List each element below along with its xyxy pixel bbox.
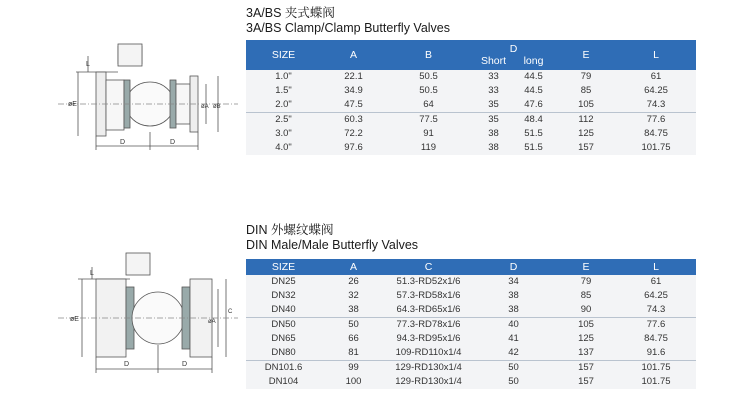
table-row [246,332,696,346]
cell-c: 77.3-RD78x1/6 [386,318,471,333]
cell-c: 109-RD110x1/4 [395,347,462,358]
cell-e: 79 [580,276,592,287]
label-l: L [86,61,90,68]
cell-size: DN65 [271,333,296,344]
cell-d: 50 [471,361,556,376]
cell-size: 2.0" [275,99,292,110]
cell-a: 47.5 [344,99,363,110]
table-row [246,127,696,141]
section1-title-cn: 3A/BS 夹式蝶阀 [246,6,335,20]
label-b: øB [213,104,221,110]
cell-d: 34 [508,276,519,287]
col-a: A [321,40,386,70]
cell-a: 34.9 [344,85,363,96]
cell-a: 100 [345,376,362,387]
cell-e: 112 [556,113,616,128]
cell-d: 40 [471,318,556,333]
section1-title-en: 3A/BS Clamp/Clamp Butterfly Valves [246,21,451,35]
male-valve-table [246,259,696,389]
cell-e: 137 [578,347,594,358]
cell-size: DN80 [271,347,296,358]
table-header-row [246,259,696,275]
cell-e: 157 [556,361,616,376]
cell-l: 101.75 [641,142,671,153]
label-e: øE [68,101,77,108]
cell-a: 72.2 [344,128,363,139]
table-row [246,375,696,389]
label-d-right: D [170,139,176,146]
cell-l: 101.75 [616,361,696,376]
table-row [246,289,696,303]
cell-a: 50 [321,318,386,333]
cell-d: 41 [508,333,519,344]
cell-l: 84.75 [644,333,668,344]
cell-l: 77.6 [616,318,696,333]
clamp-valve-diagram [58,36,238,156]
cell-l: 61 [650,71,662,82]
cell-d-short: 33 [488,71,499,82]
cell-d-long: 47.6 [524,99,543,110]
cell-size: DN50 [246,318,321,333]
cell-c: 64.3-RD65x1/6 [396,304,461,315]
cell-d-long: 51.5 [524,128,543,139]
cell-l: 91.6 [646,347,666,358]
cell-a: 60.3 [321,113,386,128]
table-row [246,98,696,113]
cell-d-short: 33 [488,85,499,96]
label-c: C [228,309,233,315]
cell-l: 74.3 [646,99,666,110]
cell-e: 85 [580,290,592,301]
cell-b: 77.5 [386,113,471,128]
label-d-right: D [182,361,188,368]
cell-b: 50.5 [419,85,438,96]
cell-c: 129-RD130x1/4 [386,361,471,376]
cell-c: 57.3-RD58x1/6 [396,290,461,301]
cell-b: 64 [423,99,434,110]
cell-size: 4.0" [275,142,292,153]
cell-d-short: 35 [488,114,499,125]
col-c: C [386,259,471,275]
cell-a: 97.6 [344,142,363,153]
table-row [246,70,696,84]
cell-l: 61 [650,276,662,287]
label-l: L [90,270,94,277]
col-size: SIZE [246,259,321,275]
cell-d: 50 [508,376,519,387]
col-d-long: long [523,55,544,67]
cell-l: 64.25 [644,290,668,301]
col-e: E [556,40,616,70]
table-row [246,141,696,155]
cell-e: 105 [556,318,616,333]
cell-size: DN40 [271,304,296,315]
male-valve-drawing [58,245,238,380]
cell-d-long: 48.4 [524,114,543,125]
cell-d [471,127,556,141]
label-e: øE [70,316,79,323]
col-size: SIZE [246,40,321,70]
cell-d: 38 [508,304,519,315]
cell-size: DN25 [271,276,296,287]
table-row [246,303,696,318]
cell-a: 38 [348,304,359,315]
cell-a: 81 [348,347,359,358]
cell-size: 1.0" [275,71,292,82]
cell-d: 38 [508,290,519,301]
cell-d [471,70,556,84]
table-row [246,361,696,376]
cell-a: 99 [321,361,386,376]
cell-e: 105 [578,99,594,110]
cell-d [471,98,556,113]
cell-d [471,84,556,98]
section1-title [246,6,450,36]
cell-a: 26 [348,276,359,287]
section2-title-cn: DIN 外螺纹蝶阀 [246,223,334,237]
cell-l: 64.25 [644,85,668,96]
col-b: B [386,40,471,70]
col-d-label: D [509,43,518,55]
cell-l: 101.75 [641,376,671,387]
cell-d-long: 44.5 [524,85,543,96]
cell-a: 66 [348,333,359,344]
cell-size: DN101.6 [246,361,321,376]
col-e: E [556,259,616,275]
cell-size: DN32 [271,290,296,301]
male-valve-diagram [58,245,238,380]
cell-size: 2.5" [246,113,321,128]
table-row [246,84,696,98]
cell-e: 85 [580,85,592,96]
cell-a: 22.1 [344,71,363,82]
col-d-short: Short [480,55,507,67]
label-a: øA [208,319,216,325]
label-d-left: D [124,361,130,368]
cell-l: 77.6 [616,113,696,128]
col-d [471,40,556,70]
cell-l: 74.3 [646,304,666,315]
cell-l: 84.75 [644,128,668,139]
cell-size: 1.5" [275,85,292,96]
cell-e: 90 [580,304,592,315]
cell-d-short: 35 [488,99,499,110]
table-row [246,346,696,361]
section2-title [246,223,418,253]
cell-e: 125 [578,128,594,139]
table-row [246,113,696,128]
cell-b: 91 [423,128,434,139]
cell-d [471,113,556,128]
cell-c: 94.3-RD95x1/6 [396,333,461,344]
table-header-row [246,40,696,70]
cell-d-long: 51.5 [524,142,543,153]
label-a: øA [201,104,209,110]
cell-d-long: 44.5 [524,71,543,82]
cell-e: 157 [578,142,594,153]
cell-b: 50.5 [419,71,438,82]
cell-a: 32 [348,290,359,301]
clamp-valve-drawing [58,36,238,156]
col-l: L [616,40,696,70]
col-l: L [616,259,696,275]
cell-d-short: 38 [488,128,499,139]
cell-size: DN104 [268,376,299,387]
col-a: A [321,259,386,275]
cell-d: 42 [508,347,519,358]
cell-e: 79 [580,71,592,82]
section2-title-en: DIN Male/Male Butterfly Valves [246,238,419,252]
cell-e: 125 [578,333,594,344]
cell-c: 51.3-RD52x1/6 [396,276,461,287]
cell-b: 119 [420,142,437,153]
cell-c: 129-RD130x1/4 [395,376,462,387]
cell-d-short: 38 [488,142,499,153]
cell-d [471,141,556,155]
cell-size: 3.0" [275,128,292,139]
cell-e: 157 [578,376,594,387]
col-d: D [471,259,556,275]
table-row [246,275,696,289]
table-row [246,318,696,333]
clamp-valve-table [246,40,696,155]
label-d-left: D [120,139,126,146]
